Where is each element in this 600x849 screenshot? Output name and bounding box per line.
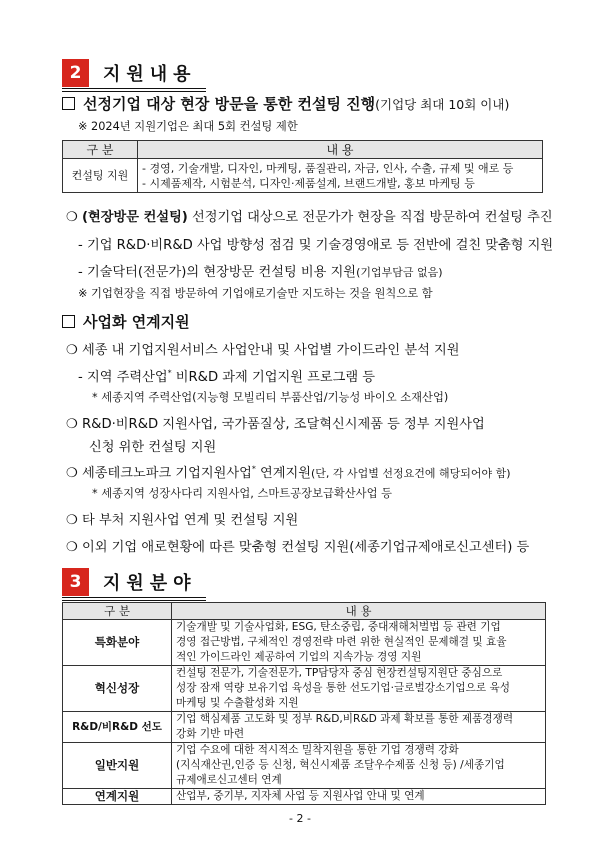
section-underline [62,88,206,92]
table-row-content: - 경영, 기술개발, 디자인, 마케팅, 품질관리, 자금, 인사, 수출, 규제 및 애로 등 - 시제품제작, 시험분석, 디자인·제품설계, 브랜드개발, 홍보 마케팅 등 [138,159,543,193]
section-underline [62,597,206,601]
circle-bullet-icon: ❍ [66,210,83,225]
consulting-note-2: ※ 기업현장을 직접 방문하여 기업애로기술만 지도하는 것을 원칙으로 함 [78,287,433,300]
table-row-category: 연계지원 [63,789,172,805]
table-header: 구 분 [63,603,172,620]
table-row-content: 기업 핵심제품 고도화 및 정부 R&D,비R&D 과제 확보를 통한 제품경쟁력 강화 기반 마련 [172,712,546,743]
linkage-bullet-2: ❍ R&D·비R&D 지원사업, 국가품질상, 조달혁신시제품 등 정부 지원사업 [66,417,485,432]
consulting-bullet: ❍ (현장방문 컨설팅) 선정기업 대상으로 전문가가 현장을 직접 방문하여 컨설팅 추진 [66,210,553,225]
table-row-category: 혁신성장 [63,666,172,712]
page-number: - 2 - [289,812,311,825]
table-row-content: 기업 수요에 대한 적시적소 밀착지원을 통한 기업 경쟁력 강화 (지식재산권,인증 등 신청, 혁신시제품 조달우수제품 신청 등) /세종기업 규제애로신고센터 연계 [172,743,546,789]
table-header: 내 용 [138,141,543,159]
table-row-label: 컨설팅 지원 [63,159,138,193]
table-row-category: 특화분야 [63,620,172,666]
table-row-category: R&D/비R&D 선도 [63,712,172,743]
consulting-dash-1: - 기업 R&D·비R&D 사업 방향성 점검 및 기술경영애로 등 전반에 걸친 맞춤형 지원 [78,238,554,253]
consulting-heading: 선정기업 대상 현장 방문을 통한 컨설팅 진행(기업당 최대 10회 이내) [62,93,509,114]
support-field-table [62,602,546,805]
section-title: 지원내용 [103,64,197,85]
section-3-header [62,567,197,597]
table-row-content: 컨설팅 전문가, 기술전문가, TP담당자 중심 현장컨설팅지원단 중심으로 성장 잠재 역량 보유기업 육성을 통한 선도기업·글로벌강소기업으로 육성 마케팅 및 수출활성화 지원 [172,666,546,712]
consulting-dash-2: - 기술닥터(전문가)의 현장방문 컨설팅 비용 지원(기업부담금 없음) [78,265,443,280]
section-number: 2 [62,59,89,87]
section-2-header [62,58,197,88]
section-number: 3 [62,568,89,596]
table-row-category: 일반지원 [63,743,172,789]
linkage-bullet-2-cont: 신청 위한 컨설팅 지원 [89,440,217,455]
linkage-bullet-3: ❍ 세종테크노파크 기업지원사업* 연계지원(단, 각 사업별 선정요건에 해당되어야 함) [66,464,511,481]
linkage-dash-1: - 지역 주력산업* 비R&D 과제 기업지원 프로그램 등 [78,368,376,385]
linkage-bullet-5: ❍ 이외 기업 애로현황에 따른 맞춤형 컨설팅 지원(세종기업규제애로신고센터) 등 [66,540,530,555]
linkage-heading: 사업화 연계지원 [62,311,190,332]
consulting-note: ※ 2024년 지원기업은 최대 5회 컨설팅 제한 [78,120,298,133]
consulting-table [62,140,543,193]
linkage-note-1: * 세종지역 주력산업(지능형 모빌리티 부품산업/기능성 바이오 소재산업) [92,391,449,404]
checkbox-square-icon [62,315,75,328]
table-header: 내 용 [172,603,546,620]
table-row-content: 산업부, 중기부, 지자체 사업 등 지원사업 안내 및 연계 [172,789,546,805]
checkbox-square-icon [62,97,75,110]
table-header: 구 분 [63,141,138,159]
linkage-bullet-1: ❍ 세종 내 기업지원서비스 사업안내 및 사업별 가이드라인 분석 지원 [66,343,460,358]
section-title: 지원분야 [103,573,197,594]
linkage-bullet-4: ❍ 타 부처 지원사업 연계 및 컨설팅 지원 [66,513,299,528]
table-row-content: 기술개발 및 기술사업화, ESG, 탄소중립, 중대재해처벌법 등 관련 기업 경영 접근방법, 구체적인 경영전략 마련 위한 현실적인 문제해결 및 효율 적인 가이드라인 제공하여 기업의 지속가능 경영 지원 [172,620,546,666]
linkage-note-3: * 세종지역 성장사다리 지원사업, 스마트공장보급확산사업 등 [92,487,393,500]
